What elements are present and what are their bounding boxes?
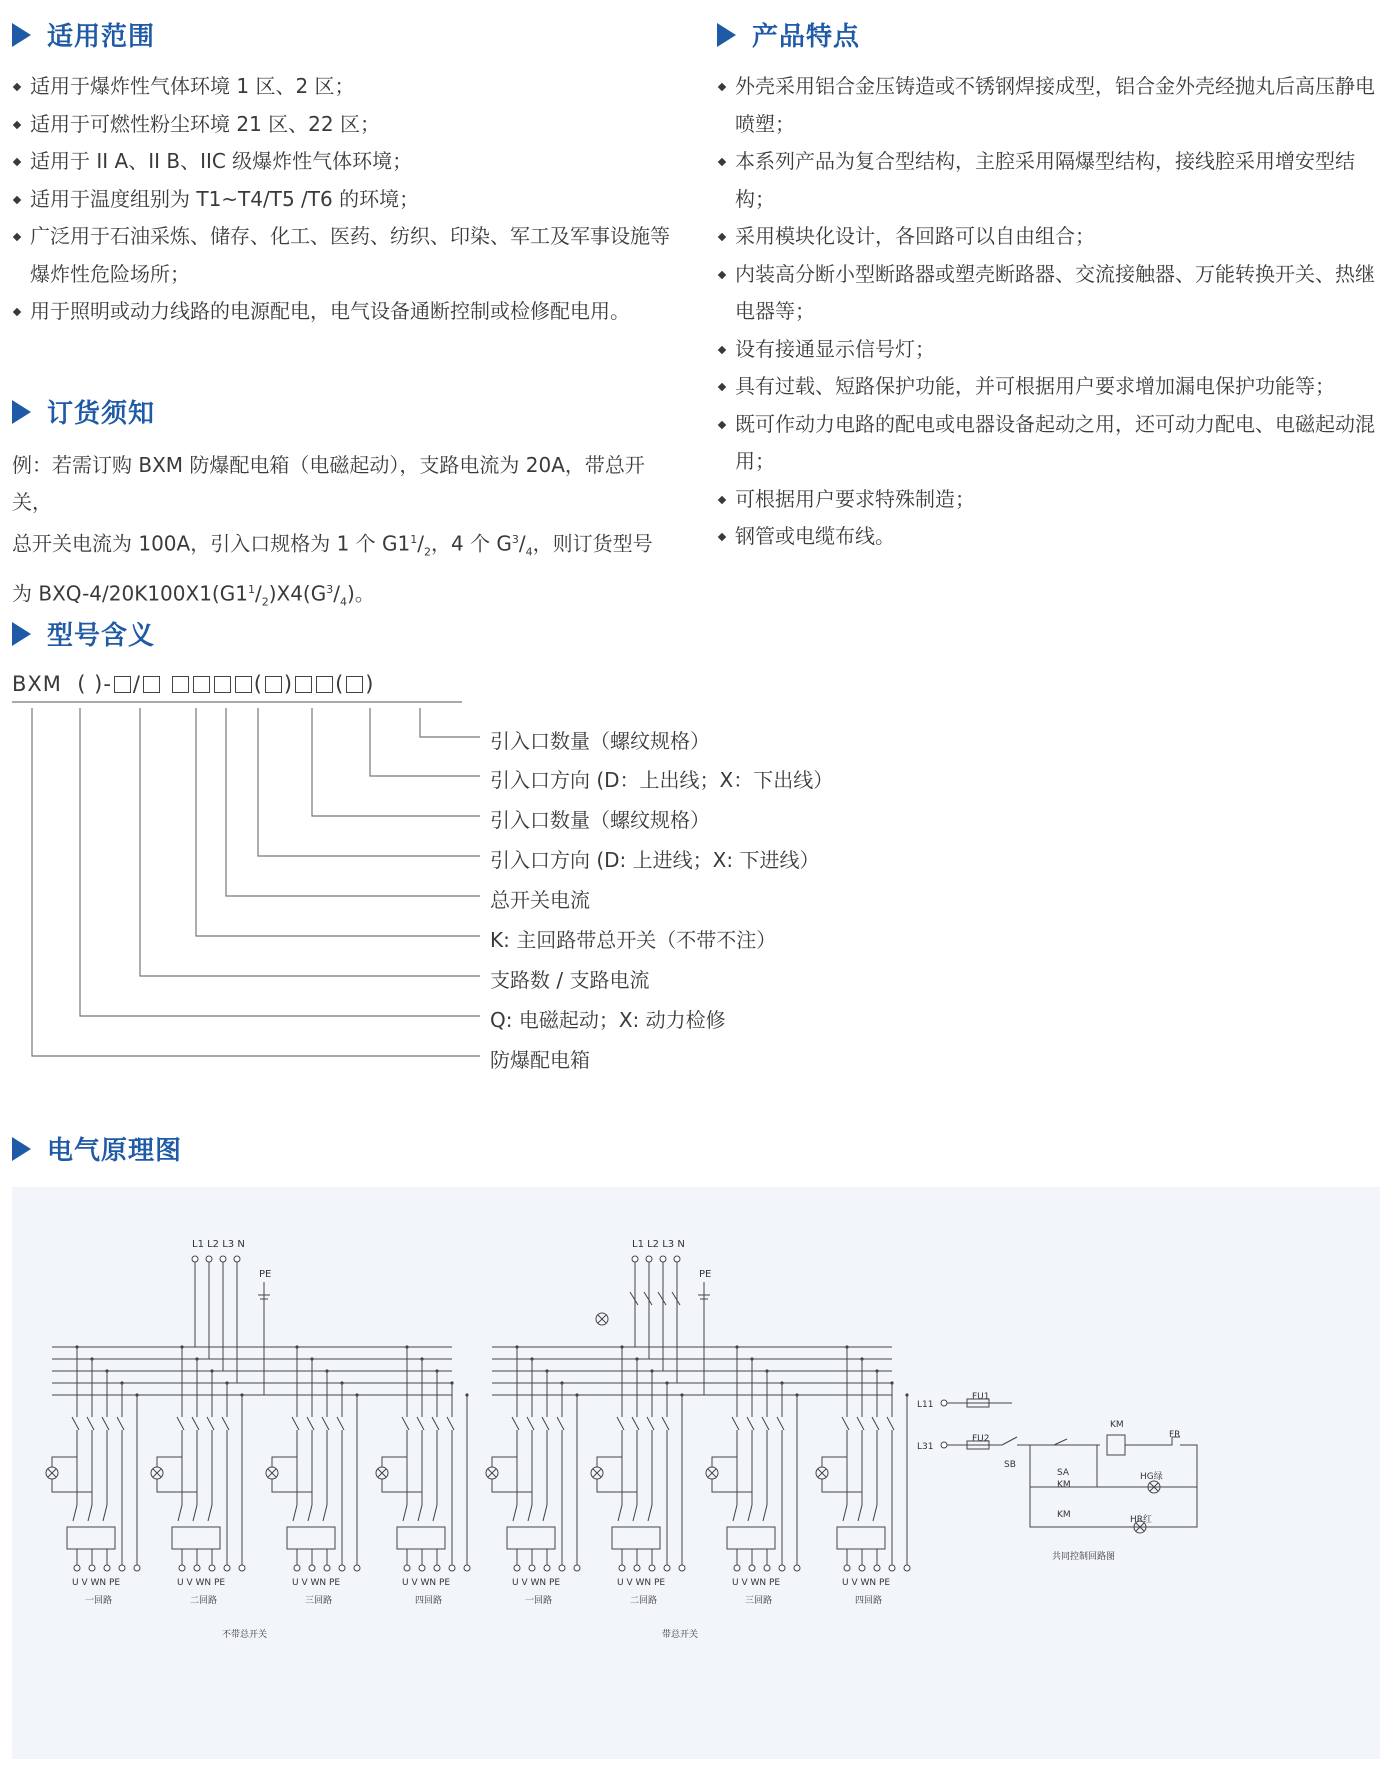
- contactor-contact: [873, 1505, 877, 1521]
- contactor-contact: [403, 1505, 407, 1521]
- terminal-icon: [559, 1565, 565, 1571]
- bullet-icon: [718, 495, 726, 503]
- terminal-icon: [119, 1565, 125, 1571]
- contactor-contact: [843, 1505, 847, 1521]
- breaker-switch: [647, 1417, 654, 1430]
- order-line: 例：若需订购 BXM 防爆配电箱（电磁起动），支路电流为 20A，带总开关，: [12, 453, 645, 514]
- bullet-icon: [718, 270, 726, 278]
- breaker-switch: [662, 1417, 669, 1430]
- terminal-icon: [294, 1565, 300, 1571]
- junction-dot: [120, 1381, 123, 1384]
- breaker-switch: [777, 1417, 784, 1430]
- contactor-contact: [308, 1505, 312, 1521]
- circuit-label: 一回路: [85, 1596, 113, 1606]
- bus-labels: L1 L2 L3 N: [632, 1239, 685, 1250]
- circuit-label: 四回路: [855, 1596, 883, 1606]
- km-contact: [1054, 1439, 1067, 1445]
- breaker-switch: [307, 1417, 314, 1430]
- terminal-icon: [74, 1565, 80, 1571]
- junction-dot: [650, 1369, 653, 1372]
- fu2-label: FU2: [972, 1434, 990, 1444]
- main-switch: [658, 1292, 666, 1305]
- junction-dot: [90, 1357, 93, 1360]
- terminal-icon: [224, 1565, 230, 1571]
- circuit-label: 一回路: [525, 1596, 553, 1606]
- terminal-labels: U V WN PE: [72, 1578, 121, 1588]
- contactor-contact: [418, 1505, 422, 1521]
- junction-dot: [210, 1369, 213, 1372]
- order-title: 订货须知: [47, 399, 156, 429]
- contactor-contact: [633, 1505, 637, 1521]
- triangle-icon: [12, 23, 31, 47]
- caption-no-main-switch: 不带总开关: [222, 1630, 268, 1640]
- contactor-icon: [727, 1527, 775, 1549]
- terminal-icon: [941, 1442, 947, 1448]
- lamp-wire: [822, 1479, 862, 1492]
- model-label: 防爆配电箱: [490, 1048, 590, 1072]
- control-wire: [1030, 1445, 1197, 1527]
- model-label: 引入口数量（螺纹规格）: [490, 729, 710, 753]
- breaker-switch: [557, 1417, 564, 1430]
- schematic-title: 电气原理图: [47, 1136, 183, 1166]
- terminal-icon: [514, 1565, 520, 1571]
- junction-dot: [180, 1345, 183, 1348]
- list-item: 采用模块化设计，各回路可以自由组合；: [717, 218, 1385, 256]
- breaker-switch: [617, 1417, 624, 1430]
- terminal-icon: [339, 1565, 345, 1571]
- breaker-switch: [177, 1417, 184, 1430]
- contactor-contact: [513, 1505, 517, 1521]
- breaker-switch: [857, 1417, 864, 1430]
- junction-dot: [515, 1345, 518, 1348]
- junction-dot: [860, 1357, 863, 1360]
- junction-dot: [405, 1345, 408, 1348]
- terminal-icon: [679, 1565, 685, 1571]
- lamp-wire: [382, 1457, 407, 1467]
- km-coil-icon: [1107, 1435, 1125, 1455]
- terminal-icon: [104, 1565, 110, 1571]
- contactor-icon: [837, 1527, 885, 1549]
- terminal-icon: [649, 1565, 655, 1571]
- schematic-panel: [12, 1187, 1380, 1759]
- breaker-switch: [207, 1417, 214, 1430]
- model-tree-lines: [0, 690, 480, 1070]
- junction-dot: [735, 1345, 738, 1348]
- order-heading: [12, 393, 155, 430]
- model-code: BXM ( )- / ( ) ( ): [12, 672, 375, 696]
- junction-dot: [680, 1393, 683, 1396]
- circuit-label: 二回路: [630, 1596, 658, 1606]
- terminal-icon: [464, 1565, 470, 1571]
- breaker-switch: [192, 1417, 199, 1430]
- contactor-icon: [287, 1527, 335, 1549]
- triangle-icon: [717, 23, 736, 47]
- contactor-contact: [208, 1505, 212, 1521]
- bullet-icon: [13, 120, 21, 128]
- model-label: Q: 电磁起动；X: 动力检修: [490, 1008, 726, 1032]
- bullet-icon: [718, 420, 726, 428]
- contactor-contact: [88, 1505, 92, 1521]
- list-item: 用于照明或动力线路的电源配电，电气设备通断控制或检修配电用。: [12, 293, 682, 331]
- terminal-icon: [749, 1565, 755, 1571]
- junction-dot: [135, 1393, 138, 1396]
- terminal-icon: [634, 1565, 640, 1571]
- contactor-contact: [763, 1505, 767, 1521]
- schematic-no-main-switch: [46, 1239, 470, 1640]
- contactor-contact: [433, 1505, 437, 1521]
- terminal-icon: [632, 1256, 638, 1262]
- features-heading: [717, 16, 860, 53]
- contactor-contact: [618, 1505, 622, 1521]
- sb-switch: [1002, 1437, 1017, 1445]
- junction-dot: [635, 1357, 638, 1360]
- l31-label: L31: [917, 1442, 934, 1452]
- bullet-icon: [13, 158, 21, 166]
- terminal-icon: [660, 1256, 666, 1262]
- hr-label: HR红: [1130, 1515, 1153, 1525]
- terminal-icon: [209, 1565, 215, 1571]
- terminal-icon: [844, 1565, 850, 1571]
- list-item: 适用于 II A、II B、IIC 级爆炸性气体环境；: [12, 143, 682, 181]
- terminal-icon: [324, 1565, 330, 1571]
- bus-labels: L1 L2 L3 N: [192, 1239, 245, 1250]
- breaker-switch: [402, 1417, 409, 1430]
- junction-dot: [105, 1369, 108, 1372]
- contactor-contact: [528, 1505, 532, 1521]
- terminal-icon: [220, 1256, 226, 1262]
- terminal-icon: [779, 1565, 785, 1571]
- contactor-icon: [397, 1527, 445, 1549]
- features-list: [717, 68, 1385, 556]
- features-title: 产品特点: [752, 22, 861, 52]
- bullet-icon: [13, 233, 21, 241]
- model-label: 引入口方向 (D：上出线；X：下出线）: [490, 768, 834, 792]
- model-heading: [12, 615, 155, 652]
- bullet-icon: [718, 345, 726, 353]
- junction-dot: [435, 1369, 438, 1372]
- junction-dot: [325, 1369, 328, 1372]
- list-item: 内装高分断小型断路器或塑壳断路器、交流接触器、万能转换开关、热继电器等；: [717, 256, 1385, 331]
- order-text: [12, 447, 682, 620]
- contactor-contact: [748, 1505, 752, 1521]
- schematic-heading: [12, 1130, 182, 1167]
- terminal-icon: [419, 1565, 425, 1571]
- junction-dot: [465, 1393, 468, 1396]
- contactor-icon: [67, 1527, 115, 1549]
- terminal-icon: [664, 1565, 670, 1571]
- terminal-icon: [904, 1565, 910, 1571]
- lamp-wire: [157, 1457, 182, 1467]
- breaker-switch: [117, 1417, 124, 1430]
- model-label: K: 主回路带总开关（不带不注）: [490, 928, 777, 952]
- contactor-icon: [612, 1527, 660, 1549]
- breaker-switch: [222, 1417, 229, 1430]
- lamp-wire: [272, 1479, 312, 1492]
- junction-dot: [795, 1393, 798, 1396]
- sa-label: SA: [1057, 1468, 1070, 1478]
- breaker-switch: [72, 1417, 79, 1430]
- model-title: 型号含义: [47, 621, 156, 651]
- terminal-icon: [354, 1565, 360, 1571]
- breaker-switch: [747, 1417, 754, 1430]
- lamp-wire: [597, 1457, 622, 1467]
- terminal-icon: [434, 1565, 440, 1571]
- junction-dot: [310, 1357, 313, 1360]
- terminal-labels: U V WN PE: [402, 1578, 451, 1588]
- junction-dot: [545, 1369, 548, 1372]
- main-switch: [644, 1292, 652, 1305]
- junction-dot: [75, 1345, 78, 1348]
- contactor-contact: [543, 1505, 547, 1521]
- main-switch: [672, 1292, 680, 1305]
- terminal-icon: [859, 1565, 865, 1571]
- terminal-icon: [874, 1565, 880, 1571]
- contactor-contact: [103, 1505, 107, 1521]
- breaker-switch: [527, 1417, 534, 1430]
- list-item: 可根据用户要求特殊制造；: [717, 481, 1385, 519]
- terminal-icon: [764, 1565, 770, 1571]
- bullet-icon: [718, 158, 726, 166]
- bullet-icon: [718, 533, 726, 541]
- triangle-icon: [12, 1137, 31, 1161]
- breaker-switch: [872, 1417, 879, 1430]
- terminal-labels: U V WN PE: [842, 1578, 891, 1588]
- terminal-icon: [89, 1565, 95, 1571]
- lamp-wire: [157, 1479, 197, 1492]
- terminal-labels: U V WN PE: [292, 1578, 341, 1588]
- junction-dot: [890, 1381, 893, 1384]
- junction-dot: [620, 1345, 623, 1348]
- list-item: 本系列产品为复合型结构，主腔采用隔爆型结构，接线腔采用增安型结构；: [717, 143, 1385, 218]
- circuit-label: 四回路: [415, 1596, 443, 1606]
- junction-dot: [530, 1357, 533, 1360]
- breaker-switch: [102, 1417, 109, 1430]
- sb-label: SB: [1004, 1460, 1016, 1470]
- km-label: KM: [1057, 1480, 1071, 1490]
- lamp-wire: [272, 1457, 297, 1467]
- terminal-labels: U V WN PE: [512, 1578, 561, 1588]
- contactor-contact: [648, 1505, 652, 1521]
- terminal-labels: U V WN PE: [732, 1578, 781, 1588]
- junction-dot: [665, 1381, 668, 1384]
- control-circuit: [917, 1392, 1197, 1562]
- bullet-icon: [13, 308, 21, 316]
- breaker-switch: [762, 1417, 769, 1430]
- caption-with-main-switch: 带总开关: [662, 1630, 699, 1640]
- junction-dot: [750, 1357, 753, 1360]
- terminal-icon: [889, 1565, 895, 1571]
- contactor-icon: [172, 1527, 220, 1549]
- scope-heading: [12, 16, 155, 53]
- terminal-icon: [449, 1565, 455, 1571]
- main-switch: [630, 1292, 638, 1305]
- breaker-switch: [512, 1417, 519, 1430]
- junction-dot: [225, 1381, 228, 1384]
- terminal-icon: [674, 1256, 680, 1262]
- lamp-wire: [597, 1479, 637, 1492]
- model-label: 总开关电流: [490, 888, 590, 912]
- list-item: 适用于爆炸性气体环境 1 区、2 区；: [12, 68, 682, 106]
- contactor-contact: [323, 1505, 327, 1521]
- bullet-icon: [13, 195, 21, 203]
- terminal-icon: [574, 1565, 580, 1571]
- breaker-switch: [732, 1417, 739, 1430]
- breaker-switch: [447, 1417, 454, 1430]
- junction-dot: [780, 1381, 783, 1384]
- contactor-contact: [178, 1505, 182, 1521]
- junction-dot: [560, 1381, 563, 1384]
- bullet-icon: [13, 83, 21, 91]
- order-line: 为 BXQ-$4/20K100X1(G1^1/_2)X4(G^3/_4)$。: [12, 581, 375, 609]
- hg-label: HG绿: [1140, 1472, 1163, 1482]
- terminal-icon: [941, 1400, 947, 1406]
- terminal-icon: [646, 1256, 652, 1262]
- bullet-icon: [718, 383, 726, 391]
- km-label: KM: [1057, 1510, 1071, 1520]
- terminal-icon: [194, 1565, 200, 1571]
- breaker-switch: [292, 1417, 299, 1430]
- breaker-switch: [632, 1417, 639, 1430]
- list-item: 广泛用于石油采炼、储存、化工、医药、纺织、印染、军工及军事设施等爆炸性危险场所；: [12, 218, 682, 293]
- schematic-diagram: [12, 1187, 1380, 1759]
- fu1-label: FU1: [972, 1392, 990, 1402]
- pe-label: PE: [259, 1269, 272, 1280]
- bullet-icon: [718, 83, 726, 91]
- terminal-icon: [239, 1565, 245, 1571]
- terminal-icon: [192, 1256, 198, 1262]
- breaker-switch: [87, 1417, 94, 1430]
- lamp-wire: [712, 1479, 752, 1492]
- junction-dot: [575, 1393, 578, 1396]
- scope-title: 适用范围: [47, 22, 156, 52]
- terminal-icon: [234, 1256, 240, 1262]
- breaker-switch: [842, 1417, 849, 1430]
- terminal-icon: [404, 1565, 410, 1571]
- breaker-switch: [887, 1417, 894, 1430]
- junction-dot: [875, 1369, 878, 1372]
- terminal-labels: U V WN PE: [177, 1578, 226, 1588]
- terminal-icon: [529, 1565, 535, 1571]
- junction-dot: [195, 1357, 198, 1360]
- lamp-wire: [52, 1457, 77, 1467]
- circuit-label: 二回路: [190, 1596, 218, 1606]
- model-label: 引入口方向 (D: 上进线；X: 下进线）: [490, 848, 820, 872]
- lamp-wire: [822, 1457, 847, 1467]
- contactor-contact: [73, 1505, 77, 1521]
- control-caption: 共同控制回路图: [1052, 1552, 1116, 1562]
- scope-list: [12, 68, 682, 331]
- lamp-wire: [712, 1457, 737, 1467]
- fr-label: FR: [1169, 1430, 1181, 1440]
- contactor-contact: [733, 1505, 737, 1521]
- junction-dot: [355, 1393, 358, 1396]
- circuit-label: 三回路: [745, 1596, 773, 1606]
- lamp-wire: [492, 1479, 532, 1492]
- breaker-switch: [322, 1417, 329, 1430]
- triangle-icon: [12, 400, 31, 424]
- terminal-labels: U V WN PE: [617, 1578, 666, 1588]
- list-item: 设有接通显示信号灯；: [717, 331, 1385, 369]
- km-coil-label: KM: [1110, 1420, 1124, 1430]
- contactor-contact: [193, 1505, 197, 1521]
- terminal-icon: [134, 1565, 140, 1571]
- contactor-contact: [858, 1505, 862, 1521]
- junction-dot: [450, 1381, 453, 1384]
- list-item: 既可作动力电路的配电或电器设备起动之用，还可动力配电、电磁起动混用；: [717, 406, 1385, 481]
- bullet-icon: [718, 233, 726, 241]
- breaker-switch: [542, 1417, 549, 1430]
- list-item: 钢管或电缆布线。: [717, 518, 1385, 556]
- terminal-icon: [544, 1565, 550, 1571]
- terminal-icon: [206, 1256, 212, 1262]
- triangle-icon: [12, 622, 31, 646]
- list-item: 适用于可燃性粉尘环境 21 区、22 区；: [12, 106, 682, 144]
- terminal-icon: [179, 1565, 185, 1571]
- lamp-wire: [382, 1479, 422, 1492]
- list-item: 具有过载、短路保护功能，并可根据用户要求增加漏电保护功能等；: [717, 368, 1385, 406]
- breaker-switch: [432, 1417, 439, 1430]
- order-line: 总开关电流为 100A，引入口规格为 1 个 $G1^1/_2$，4 个 $G^3/_4$，则订货型号: [12, 531, 653, 559]
- l11-label: L11: [917, 1400, 934, 1410]
- contactor-contact: [293, 1505, 297, 1521]
- junction-dot: [420, 1357, 423, 1360]
- junction-dot: [295, 1345, 298, 1348]
- breaker-switch: [337, 1417, 344, 1430]
- junction-dot: [765, 1369, 768, 1372]
- terminal-icon: [619, 1565, 625, 1571]
- pe-label: PE: [699, 1269, 712, 1280]
- list-item: 适用于温度组别为 T1~T4/T5 /T6 的环境；: [12, 181, 682, 219]
- junction-dot: [905, 1393, 908, 1396]
- terminal-icon: [309, 1565, 315, 1571]
- model-label: 支路数 / 支路电流: [490, 968, 650, 992]
- lamp-wire: [52, 1479, 92, 1492]
- lamp-wire: [492, 1457, 517, 1467]
- model-label: 引入口数量（螺纹规格）: [490, 808, 710, 832]
- terminal-icon: [794, 1565, 800, 1571]
- terminal-icon: [734, 1565, 740, 1571]
- junction-dot: [340, 1381, 343, 1384]
- breaker-switch: [417, 1417, 424, 1430]
- junction-dot: [845, 1345, 848, 1348]
- list-item: 外壳采用铝合金压铸造或不锈钢焊接成型，铝合金外壳经抛丸后高压静电喷塑；: [717, 68, 1385, 143]
- contactor-icon: [507, 1527, 555, 1549]
- schematic-with-main-switch: [486, 1239, 910, 1640]
- circuit-label: 三回路: [305, 1596, 333, 1606]
- junction-dot: [240, 1393, 243, 1396]
